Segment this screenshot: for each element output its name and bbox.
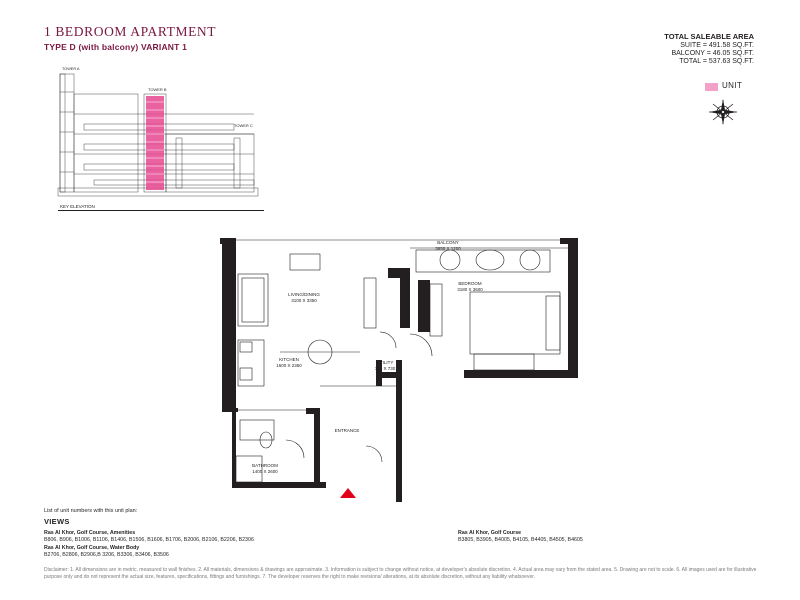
unit-legend-label: UNIT <box>722 81 743 90</box>
living-dining-dims: 3100 X 3350 <box>291 298 317 303</box>
kitchen-dims: 1600 X 2350 <box>276 363 302 368</box>
entrance-label: ENTRANCE <box>334 428 360 433</box>
balcony-label: BALCONY <box>437 240 459 245</box>
key-elevation-diagram <box>54 62 264 204</box>
disclaimer: Disclaimer: 1. All dimensions are in metric, measured to wall finishes. 2. All materials, dimensions & drawings are approximate. 3. Information is subject to change without notice, at developer's absolute discretion. 4. Actual area may vary from the stated area. 5. Drawing are not to scale. 6. All images used are for illustrative purpose only and do not represent the actual size, features, specifications, fittings and furnishings. 7. The developer reserves the right to make revisions/ alterations, at its absolute discretion, without any liability whatsoever. <box>44 567 757 580</box>
view-group <box>44 545 444 559</box>
area-suite: SUITE = 491.58 SQ.FT. <box>680 42 754 49</box>
unit-list-caption: List of unit numbers with this unit plan: <box>44 508 138 514</box>
page-subtitle: TYPE D (with balcony) VARIANT 1 <box>44 42 187 52</box>
utility-dims: 700 X 730 <box>374 366 396 371</box>
living-dining-label: LIVING/DINING <box>288 292 320 297</box>
balcony-dims: 3650 X 1200 <box>435 246 461 251</box>
view-group <box>458 530 758 544</box>
view-group-units: B3805, B3905, B4005, B4105, B4405, B4505, B4605 <box>458 537 583 543</box>
utility-label: UTILITY <box>376 360 394 365</box>
bedroom-label: BEDROOM <box>458 281 482 286</box>
bedroom-dims: 3180 X 3600 <box>457 287 483 292</box>
area-total: TOTAL = 537.63 SQ.FT. <box>679 58 754 65</box>
key-elevation-divider <box>58 210 264 211</box>
bathroom-label: BATHROOM <box>252 463 278 468</box>
bathroom-dims: 1400 X 2600 <box>252 469 278 474</box>
compass-icon <box>706 98 740 126</box>
key-elevation-label: KEY ELEVATION <box>60 204 95 209</box>
unit-legend-swatch <box>705 83 718 91</box>
kitchen-label: KITCHEN <box>279 357 299 362</box>
tower-b-label: TOWER B <box>148 87 167 92</box>
view-group-units: B2706, B2806, B2906,B 3206, B3306, B3406, B3506 <box>44 552 169 558</box>
page-title: 1 BEDROOM APARTMENT <box>44 24 217 39</box>
views-title: VIEWS <box>44 517 70 526</box>
entrance-arrow-icon <box>340 488 356 498</box>
view-group-title: Ras Al Khor, Golf Course <box>458 530 522 536</box>
tower-a-label: TOWER A <box>62 67 80 71</box>
area-title: TOTAL SALEABLE AREA <box>664 32 754 41</box>
view-group-title: Ras Al Khor, Golf Course, Water Body <box>44 545 140 551</box>
view-group-units: B806, B906, B1006, B1106, B1406, B1506, B1606, B1706, B2006, B2106, B2206, B2306 <box>44 537 254 543</box>
view-group-title: Ras Al Khor, Golf Course, Amenities <box>44 530 136 536</box>
view-group <box>44 530 444 544</box>
tower-c-label: TOWER C <box>234 123 253 128</box>
area-balcony: BALCONY = 46.05 SQ.FT. <box>671 50 754 57</box>
